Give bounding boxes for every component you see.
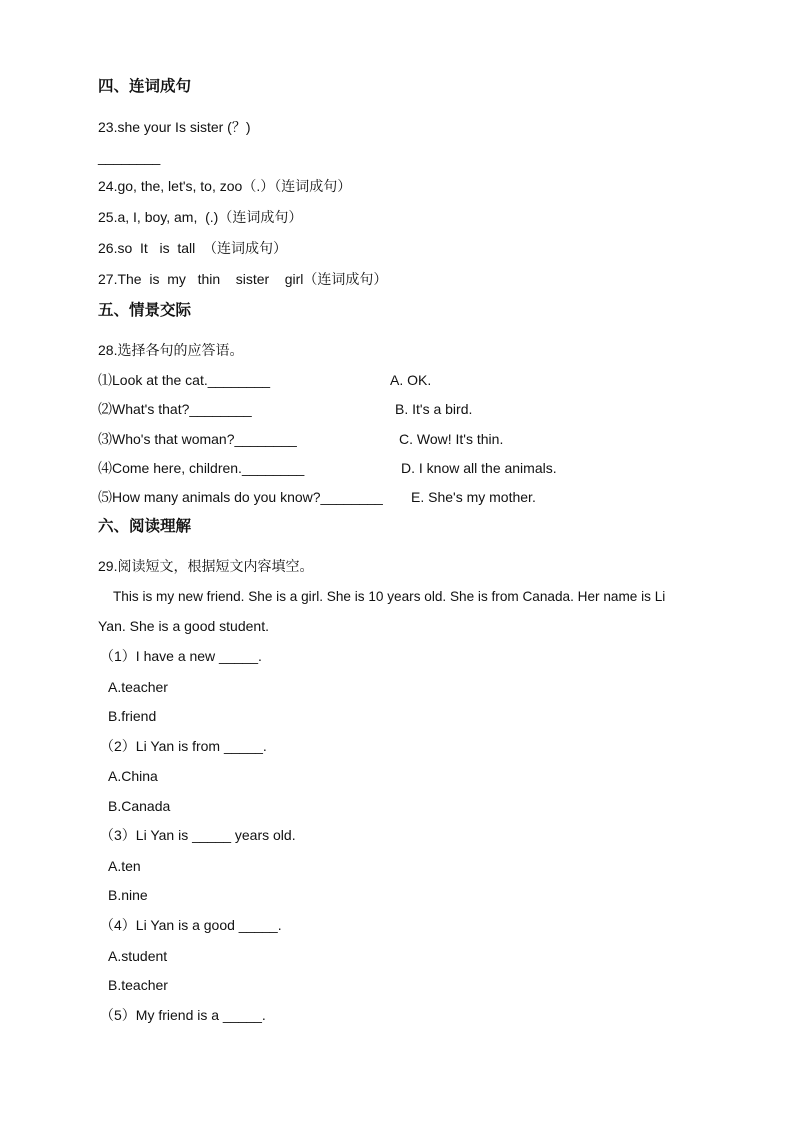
- reading-option-3a: A.ten: [108, 858, 141, 874]
- match-question-5: ⑸How many animals do you know?________: [98, 489, 383, 505]
- question-25: 25.a, I, boy, am, (.)（连词成句）: [98, 209, 303, 225]
- reading-option-4a: A.student: [108, 948, 168, 964]
- question-24: 24.go, the, let's, to, zoo（.）（连词成句）: [98, 178, 352, 194]
- reading-passage-line-2: Yan. She is a good student.: [98, 618, 269, 634]
- section-heading-6: 六、阅读理解: [98, 518, 192, 535]
- question-29-intro: 29.阅读短文，根据短文内容填空。: [98, 558, 314, 574]
- question-27: 27.The is my thin sister girl（连词成句）: [98, 271, 388, 287]
- question-23: 23.she your Is sister (？): [98, 119, 251, 135]
- match-question-2: ⑵What's that?________: [98, 401, 252, 417]
- match-question-4: ⑷Come here, children.________: [98, 460, 305, 476]
- match-question-1: ⑴Look at the cat.________: [98, 372, 271, 388]
- reading-question-2: （2）Li Yan is from _____.: [100, 738, 267, 754]
- match-answer-a: A. OK.: [390, 372, 432, 388]
- match-question-3: ⑶Who's that woman?________: [98, 431, 297, 447]
- question-28-intro: 28.选择各句的应答语。: [98, 342, 244, 358]
- match-answer-d: D. I know all the animals.: [401, 460, 557, 476]
- match-answer-e: E. She's my mother.: [411, 489, 536, 505]
- reading-option-2b: B.Canada: [108, 798, 171, 814]
- reading-option-1a: A.teacher: [108, 679, 168, 695]
- reading-option-4b: B.teacher: [108, 977, 168, 993]
- match-answer-b: B. It's a bird.: [395, 401, 473, 417]
- reading-question-3: （3）Li Yan is _____ years old.: [100, 827, 296, 843]
- match-answer-c: C. Wow! It's thin.: [399, 431, 504, 447]
- section-heading-4: 四、连词成句: [98, 78, 192, 95]
- reading-passage-line-1: This is my new friend. She is a girl. She is 10 years old. She is from Canada. Her name is Li: [113, 589, 666, 604]
- reading-option-1b: B.friend: [108, 708, 157, 724]
- reading-question-5: （5）My friend is a _____.: [100, 1007, 266, 1023]
- reading-question-4: （4）Li Yan is a good _____.: [100, 917, 282, 933]
- reading-option-2a: A.China: [108, 768, 158, 784]
- reading-question-1: （1）I have a new _____.: [100, 648, 262, 664]
- question-26: 26.so It is tall （连词成句）: [98, 240, 288, 256]
- answer-blank-23: ________: [98, 149, 161, 165]
- reading-option-3b: B.nine: [108, 887, 148, 903]
- section-heading-5: 五、情景交际: [98, 302, 192, 319]
